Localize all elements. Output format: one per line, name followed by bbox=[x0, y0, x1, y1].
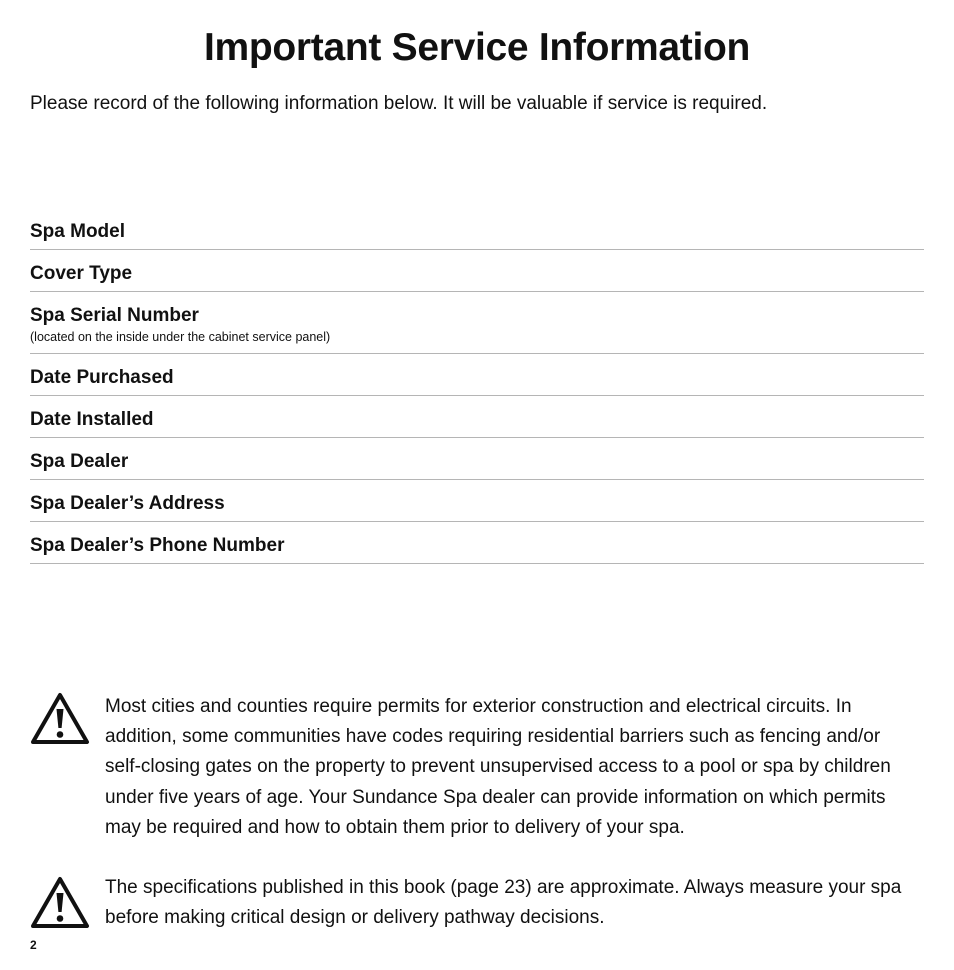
form-row-date-installed bbox=[30, 396, 924, 438]
form-row-dealer-phone bbox=[30, 522, 924, 564]
page-number: 2 bbox=[30, 938, 37, 952]
page-title: Important Service Information bbox=[203, 26, 751, 69]
warning-text: Most cities and counties require permits for exterior construction and electrical circuits. In addition, some communities have codes requiring residential barriers such as fencing and/or self-closing gates on the property to prevent unsupervised access to a pool or spa by children under five years of age. Your Sundance Spa dealer can provide information on which permits may be required and how to obtain them prior to delivery of your spa. bbox=[105, 696, 891, 838]
warning-triangle-icon bbox=[30, 692, 90, 746]
field-label: Spa Serial Number bbox=[30, 305, 199, 326]
intro-text: Please record of the following information below. It will be valuable if service is required. bbox=[30, 93, 768, 114]
field-label: Spa Dealer bbox=[30, 451, 129, 472]
form-row-spa-model bbox=[30, 208, 924, 250]
warning-text: The specifications published in this book (page 23) are approximate. Always measure your spa before making critical design or delivery pathway decisions. bbox=[105, 877, 902, 929]
form-row-spa-dealer bbox=[30, 438, 924, 480]
form-row-cover-type bbox=[30, 250, 924, 292]
service-info-form bbox=[30, 208, 924, 564]
field-label: Spa Dealer’s Address bbox=[30, 493, 225, 514]
field-label: Spa Model bbox=[30, 221, 126, 242]
form-row-serial-number bbox=[30, 292, 924, 354]
field-label: Spa Dealer’s Phone Number bbox=[30, 535, 285, 556]
form-row-dealer-address bbox=[30, 480, 924, 522]
form-row-date-purchased bbox=[30, 354, 924, 396]
field-label: Date Installed bbox=[30, 409, 154, 430]
warning-triangle-icon bbox=[30, 876, 90, 930]
field-note: (located on the inside under the cabinet service panel) bbox=[30, 330, 331, 344]
field-label: Date Purchased bbox=[30, 367, 174, 388]
field-label: Cover Type bbox=[30, 263, 133, 284]
